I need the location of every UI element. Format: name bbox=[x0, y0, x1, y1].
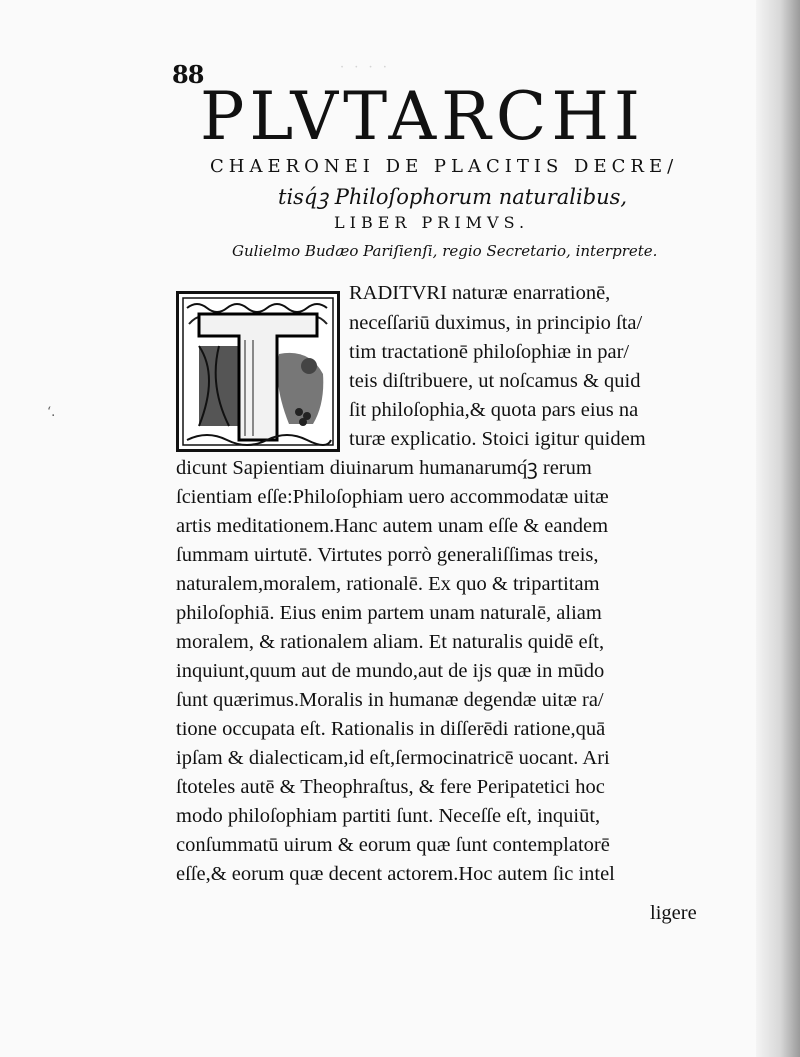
page-number: 88 bbox=[172, 60, 204, 89]
show-through-text: · · · · bbox=[340, 60, 390, 75]
text-line: ſcientiam eſſe:Philoſophiam uero accommodatæ uitæ bbox=[176, 486, 609, 508]
text-line: eſſe,& eorum quæ decent actorem.Hoc autem ſic intel bbox=[176, 863, 615, 885]
text-line: philoſophiā. Eius enim partem unam naturalē, aliam bbox=[176, 602, 602, 624]
text-line: artis meditationem.Hanc autem unam eſſe & eandem bbox=[176, 515, 609, 537]
text-line: ipſam & dialecticam,id eſt,ſermocinatricē uocant. Ari bbox=[176, 747, 610, 769]
book-heading: LIBER PRIMVS. bbox=[334, 213, 530, 232]
subtitle-line-2: tisq́ꝫ Philoſophorum naturalibus, bbox=[278, 185, 628, 209]
decorated-initial bbox=[176, 291, 340, 452]
text-line: RADITVRI naturæ enarrationē, bbox=[349, 282, 611, 304]
text-line: modo philoſophiam partiti ſunt. Neceſſe eſt, inquiūt, bbox=[176, 805, 601, 827]
text-line: ſtoteles autē & Theophraſtus, & fere Peripatetici hoc bbox=[176, 776, 605, 798]
translator-line: Gulielmo Budæo Pariſienſi, regio Secretario, interprete. bbox=[232, 242, 658, 260]
text-line: tione occupata eſt. Rationalis in diſſerēdi ratione,quā bbox=[176, 718, 606, 740]
woodcut-initial-illustration bbox=[179, 294, 337, 449]
text-line: dicunt Sapientiam diuinarum humanarumq́ꝫ rerum bbox=[176, 457, 592, 479]
page-title: PLVTARCHI bbox=[200, 78, 645, 155]
catchword: ligere bbox=[650, 902, 697, 924]
text-line: ſunt quærimus.Moralis in humanæ degendæ uitæ ra/ bbox=[176, 689, 604, 711]
text-line: teis diſtribuere, ut noſcamus & quid bbox=[349, 370, 641, 392]
text-line: ſummam uirtutē. Virtutes porrò generaliſſimas treis, bbox=[176, 544, 599, 566]
text-line: ſit philoſophia,& quota pars eius na bbox=[349, 399, 639, 421]
text-line: naturalem,moralem, rationalē. Ex quo & tripartitam bbox=[176, 573, 600, 595]
page-edge-shadow bbox=[756, 0, 800, 1057]
stray-mark: ‘. bbox=[47, 405, 56, 420]
text-line: inquiunt,quum aut de mundo,aut de ijs quæ in mūdo bbox=[176, 660, 605, 682]
text-line: turæ explicatio. Stoici igitur quidem bbox=[349, 428, 646, 450]
text-line: moralem, & rationalem aliam. Et naturalis quidē eſt, bbox=[176, 631, 605, 653]
text-line: conſummatū uirum & eorum quæ ſunt contemplatorē bbox=[176, 834, 610, 856]
text-line: tim tractationē philoſophiæ in par/ bbox=[349, 341, 630, 363]
text-line: neceſſariū duximus, in principio ſta/ bbox=[349, 312, 643, 334]
subtitle-line-1: CHAERONEI DE PLACITIS DECRE/ bbox=[210, 156, 679, 177]
